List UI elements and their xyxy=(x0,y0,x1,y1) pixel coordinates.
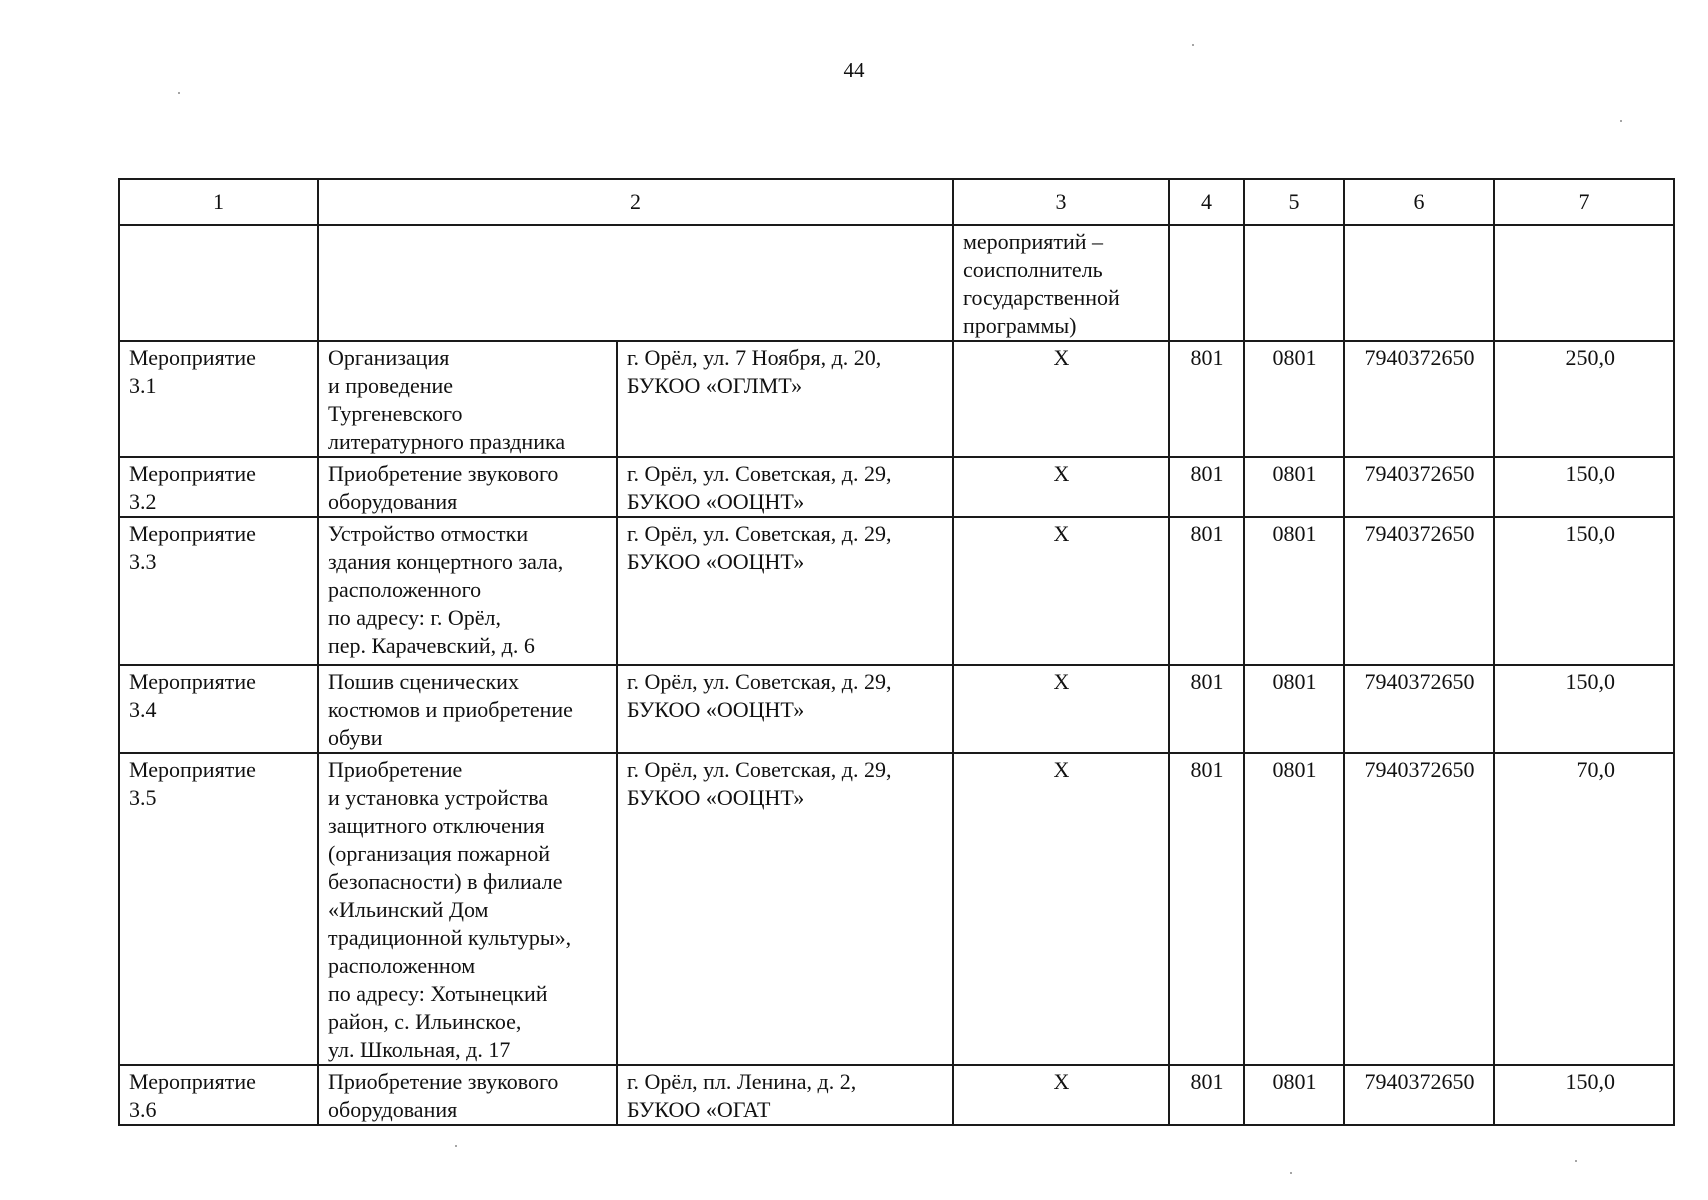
event-name-line: здания концертного зала, xyxy=(328,549,564,574)
cont-cell-3 xyxy=(953,225,1169,341)
event-location-line: БУКОО «ОГАТ xyxy=(627,1097,771,1122)
event-label-line: 3.6 xyxy=(129,1097,157,1122)
event-location-cell xyxy=(617,665,953,753)
event-label-line: 3.5 xyxy=(129,785,157,810)
event-label-line: 3.4 xyxy=(129,697,157,722)
grbs-cell: 801 xyxy=(1169,517,1244,665)
amount-cell: 150,0 xyxy=(1494,665,1674,753)
event-location-line: г. Орёл, ул. Советская, д. 29, xyxy=(627,521,892,546)
event-label-cell xyxy=(119,341,318,457)
scan-speck xyxy=(178,92,180,94)
event-location-cell xyxy=(617,341,953,457)
event-location-cell xyxy=(617,753,953,1065)
event-location-cell xyxy=(617,517,953,665)
cont-cell-4 xyxy=(1169,225,1244,341)
csr-cell: 7940372650 xyxy=(1344,457,1494,517)
page-number: 44 xyxy=(843,58,865,82)
event-name-line: и проведение xyxy=(328,373,454,398)
table-row xyxy=(119,341,1674,457)
column-number-row xyxy=(119,179,1674,225)
event-label-line: Мероприятие xyxy=(129,669,256,694)
rzpr-cell: 0801 xyxy=(1244,753,1344,1065)
grbs-cell: 801 xyxy=(1169,1065,1244,1125)
table-row xyxy=(119,517,1674,665)
event-label-cell xyxy=(119,753,318,1065)
event-name-cell xyxy=(318,665,617,753)
event-name-line: ул. Школьная, д. 17 xyxy=(328,1037,511,1062)
event-label-cell xyxy=(119,1065,318,1125)
amount-cell: 250,0 xyxy=(1494,341,1674,457)
csr-cell: 7940372650 xyxy=(1344,341,1494,457)
event-name-line: «Ильинский Дом xyxy=(328,897,489,922)
grbs-cell: 801 xyxy=(1169,665,1244,753)
column-number-2: 2 xyxy=(318,179,953,225)
event-name-line: традиционной культуры», xyxy=(328,925,572,950)
amount-cell: 70,0 xyxy=(1494,753,1674,1065)
executor-cell: Х xyxy=(953,341,1169,457)
cont-cell-6 xyxy=(1344,225,1494,341)
event-name-cell xyxy=(318,517,617,665)
table-row xyxy=(119,1065,1674,1125)
amount-cell: 150,0 xyxy=(1494,1065,1674,1125)
event-name-line: Приобретение звукового xyxy=(328,1069,559,1094)
csr-cell: 7940372650 xyxy=(1344,753,1494,1065)
grbs-cell: 801 xyxy=(1169,753,1244,1065)
event-name-line: по адресу: Хотынецкий xyxy=(328,981,548,1006)
event-name-line: костюмов и приобретение xyxy=(328,697,573,722)
rzpr-cell: 0801 xyxy=(1244,517,1344,665)
cont-line: государственной xyxy=(963,285,1120,310)
scan-speck xyxy=(1620,120,1622,122)
cont-line: программы) xyxy=(963,313,1077,338)
column-number-4: 4 xyxy=(1169,179,1244,225)
csr-cell: 7940372650 xyxy=(1344,665,1494,753)
event-label-line: 3.2 xyxy=(129,489,157,514)
event-location-line: БУКОО «ООЦНТ» xyxy=(627,697,805,722)
event-name-line: литературного праздника xyxy=(328,429,566,454)
event-name-line: расположенного xyxy=(328,577,482,602)
event-location-line: БУКОО «ООЦНТ» xyxy=(627,549,805,574)
grbs-cell: 801 xyxy=(1169,341,1244,457)
event-name-cell xyxy=(318,1065,617,1125)
event-label-cell xyxy=(119,517,318,665)
scan-speck xyxy=(1192,44,1194,46)
column-number-6: 6 xyxy=(1344,179,1494,225)
rzpr-cell: 0801 xyxy=(1244,1065,1344,1125)
event-location-line: БУКОО «ООЦНТ» xyxy=(627,489,805,514)
event-location-line: г. Орёл, ул. 7 Ноября, д. 20, xyxy=(627,345,882,370)
grbs-cell: 801 xyxy=(1169,457,1244,517)
csr-cell: 7940372650 xyxy=(1344,517,1494,665)
event-name-line: и установка устройства xyxy=(328,785,549,810)
event-label-line: Мероприятие xyxy=(129,345,256,370)
event-location-line: г. Орёл, ул. Советская, д. 29, xyxy=(627,461,892,486)
continuation-row xyxy=(119,225,1674,341)
executor-cell: Х xyxy=(953,457,1169,517)
cont-cell-7 xyxy=(1494,225,1674,341)
amount-cell: 150,0 xyxy=(1494,457,1674,517)
amount-cell: 150,0 xyxy=(1494,517,1674,665)
event-location-line: г. Орёл, ул. Советская, д. 29, xyxy=(627,757,892,782)
event-name-line: безопасности) в филиале xyxy=(328,869,563,894)
cont-line: соисполнитель xyxy=(963,257,1103,282)
event-name-line: пер. Карачевский, д. 6 xyxy=(328,633,535,658)
column-number-7: 7 xyxy=(1494,179,1674,225)
event-name-cell xyxy=(318,457,617,517)
event-name-line: защитного отключения xyxy=(328,813,545,838)
event-location-line: г. Орёл, ул. Советская, д. 29, xyxy=(627,669,892,694)
column-number-5: 5 xyxy=(1244,179,1344,225)
cont-cell-5 xyxy=(1244,225,1344,341)
scan-speck xyxy=(1575,1160,1577,1162)
rzpr-cell: 0801 xyxy=(1244,665,1344,753)
column-number-1: 1 xyxy=(119,179,318,225)
executor-cell: Х xyxy=(953,1065,1169,1125)
event-label-cell xyxy=(119,457,318,517)
executor-cell: Х xyxy=(953,665,1169,753)
event-label-line: 3.3 xyxy=(129,549,157,574)
event-location-line: г. Орёл, пл. Ленина, д. 2, xyxy=(627,1069,857,1094)
rzpr-cell: 0801 xyxy=(1244,457,1344,517)
event-name-line: Тургеневского xyxy=(328,401,463,426)
table-row xyxy=(119,753,1674,1065)
event-name-line: расположенном xyxy=(328,953,476,978)
event-name-line: (организация пожарной xyxy=(328,841,551,866)
event-name-cell xyxy=(318,341,617,457)
event-label-line: Мероприятие xyxy=(129,521,256,546)
event-name-line: обуви xyxy=(328,725,383,750)
cont-cell-1 xyxy=(119,225,318,341)
event-location-cell xyxy=(617,457,953,517)
event-label-line: Мероприятие xyxy=(129,1069,256,1094)
rzpr-cell: 0801 xyxy=(1244,341,1344,457)
event-label-cell xyxy=(119,665,318,753)
event-name-line: Организация xyxy=(328,345,450,370)
event-name-cell xyxy=(318,753,617,1065)
event-label-line: Мероприятие xyxy=(129,757,256,782)
event-location-line: БУКОО «ООЦНТ» xyxy=(627,785,805,810)
scan-speck xyxy=(1290,1172,1292,1174)
executor-cell: Х xyxy=(953,517,1169,665)
scan-speck xyxy=(455,1145,457,1147)
event-name-line: оборудования xyxy=(328,1097,458,1122)
column-number-3: 3 xyxy=(953,179,1169,225)
event-name-line: по адресу: г. Орёл, xyxy=(328,605,502,630)
event-name-line: Приобретение xyxy=(328,757,463,782)
event-name-line: оборудования xyxy=(328,489,458,514)
event-label-line: 3.1 xyxy=(129,373,157,398)
event-name-line: район, с. Ильинское, xyxy=(328,1009,522,1034)
executor-cell: Х xyxy=(953,753,1169,1065)
table-row xyxy=(119,665,1674,753)
event-name-line: Приобретение звукового xyxy=(328,461,559,486)
event-location-line: БУКОО «ОГЛМТ» xyxy=(627,373,803,398)
csr-cell: 7940372650 xyxy=(1344,1065,1494,1125)
event-location-cell xyxy=(617,1065,953,1125)
event-label-line: Мероприятие xyxy=(129,461,256,486)
cont-line: мероприятий – xyxy=(963,229,1104,254)
event-name-line: Пошив сценических xyxy=(328,669,519,694)
table-row xyxy=(119,457,1674,517)
budget-table xyxy=(118,178,1675,1126)
event-name-line: Устройство отмостки xyxy=(328,521,529,546)
cont-cell-2 xyxy=(318,225,953,341)
